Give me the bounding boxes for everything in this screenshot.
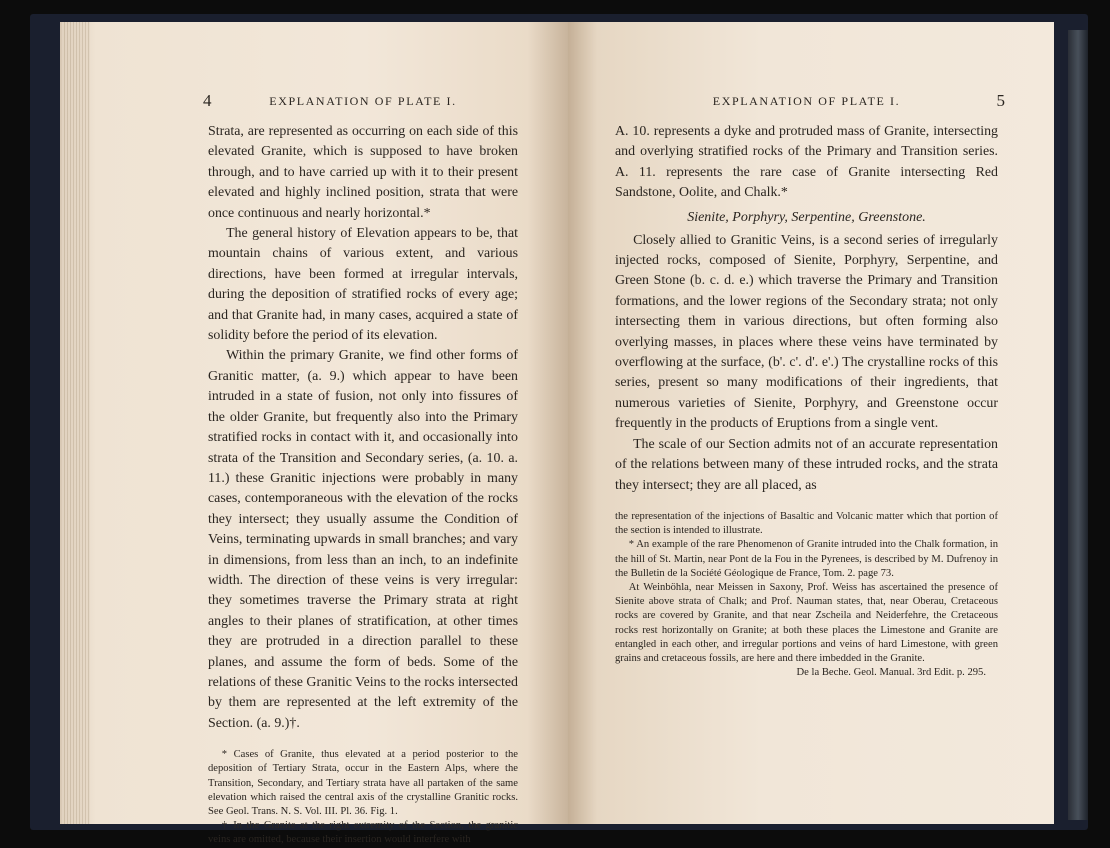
right-paragraph: The scale of our Section admits not of an accurate representation of the relations between many of these intruded rocks, and the strata they intersect; they are all placed, as	[615, 436, 998, 493]
left-paragraph: The general history of Elevation appears to be, that mountain chains of various extent, and various directions, have been formed at irregular intervals, during the deposition of stratified rocks of every age; and that Granite had, in many cases, acquired a state of solidity before the period of its elevation.	[208, 226, 518, 344]
right-paragraph: A. 10. represents a dyke and protruded mass of Granite, intersecting and overlying stratified rocks of the Primary and Transition series. A. 11. represents the rare case of Granite intersecting Red Sandstone, Oolite, and Chalk.*	[615, 124, 998, 201]
right-paragraph: Closely allied to Granitic Veins, is a second series of irregularly injected rocks, composed of Sienite, Porphyry, Serpentine, and Green Stone (b. c. d. e.) which traverse the Primary and Transition formations, and the lower regions of the Secondary strata; not only intersecting them in various directions, but often forming also overlying masses, in places where these veins have terminated by overflowing at the surface, (b'. c'. d'. e'.) The crystalline rocks of this series, present so many modifications of their ingredients, that numerous varieties of Sienite, Porphyry, and Greenstone occur frequently in the products of Eruptions from a single vent.	[615, 232, 998, 432]
left-running-head	[203, 91, 518, 116]
page-edges	[62, 22, 90, 824]
right-footnote: At Weinböhla, near Meissen in Saxony, Prof. Weiss has ascertained the presence of Sienite above strata of Chalk; and Prof. Nauman states, that, near Oberau, Cretaceous rocks are covered by Granite, and that near Zscheila and Neiderfehre, the Cretaceous rocks rest horizontally on Granite; at both these places the Limestone and Granite are entangled in each other, and irregular portions and veins of hard Limestone, with green grains and cretaceous fossils, are here and there imbedded in the Granite.	[615, 581, 998, 664]
left-running-title: EXPLANATION OF PLATE I.	[269, 94, 457, 108]
left-footnote: † In the Granite at the right extremity of the Section, the granitic veins are omitted, because their insertion would interfere with	[208, 820, 518, 846]
footnote-citation: De la Beche. Geol. Manual. 3rd Edit. p. 295.	[796, 667, 986, 679]
left-footnotes	[208, 748, 518, 847]
left-paragraph: Within the primary Granite, we find other forms of Granitic matter, (a. 9.) which appear to have been intruded in a state of fusion, not only into fissures of the older Granite, but frequently also into the Primary stratified rocks in contact with it, and occasionally into strata of the Transition and Secondary series, (a. 10. a. 11.) these Granitic injections were probably in many cases, contemporaneous with the elevation of the rocks they intersect; they usually assume the Condition of Veins, terminating upwards in small branches; and vary in dimensions, from less than an inch, to an indefinite width. The direction of these veins is very irregular: they sometimes traverse the Primary strata at right angles to their planes of stratification, at other times they are protruded in a direction parallel to these planes, and assume the form of beds. Some of the relations of these Granitic Veins to the rocks intersected by them are represented at the left extremity of the Section. (a. 9.)†.	[208, 348, 518, 731]
right-running-title: EXPLANATION OF PLATE I.	[712, 94, 901, 108]
book-spine-edge	[1068, 30, 1088, 820]
left-page	[60, 22, 568, 846]
left-footnote: * Cases of Granite, thus elevated at a period posterior to the deposition of Tertiary Strata, occur in the Eastern Alps, where the Transition, Secondary, and Tertiary strata have all partaken of the same elevation which raised the central axis of the crystalline Granitic rocks. See Geol. Trans. N. S. Vol. III. Pl. 36. Fig. 1.	[208, 749, 518, 817]
left-page-number: 4	[203, 91, 212, 110]
right-footnotes	[615, 510, 998, 680]
right-page	[568, 22, 1054, 824]
right-body-text	[615, 122, 998, 496]
left-paragraph: Strata, are represented as occurring on each side of this elevated Granite, which is supposed to have broken through, and to have carried up with it to their present elevated and highly inclined position, strata that were once continuous and nearly horizontal.*	[208, 124, 518, 221]
right-page-number: 5	[996, 91, 1005, 110]
right-footnote: * An example of the rare Phenomenon of Granite intruded into the Chalk formation, in the hill of St. Martin, near Pont de la Fou in the Pyrenees, is described by M. Dufrenoy in the Bulletin de la Société Géologique de France, Tom. 2. page 73.	[615, 539, 998, 579]
right-footnote: the representation of the injections of Basaltic and Volcanic matter which that portion of the section is intended to illustrate.	[615, 510, 998, 537]
right-running-head	[615, 91, 1005, 116]
section-heading: Sienite, Porphyry, Serpentine, Greenstone.	[687, 209, 926, 225]
left-body-text	[208, 122, 518, 734]
